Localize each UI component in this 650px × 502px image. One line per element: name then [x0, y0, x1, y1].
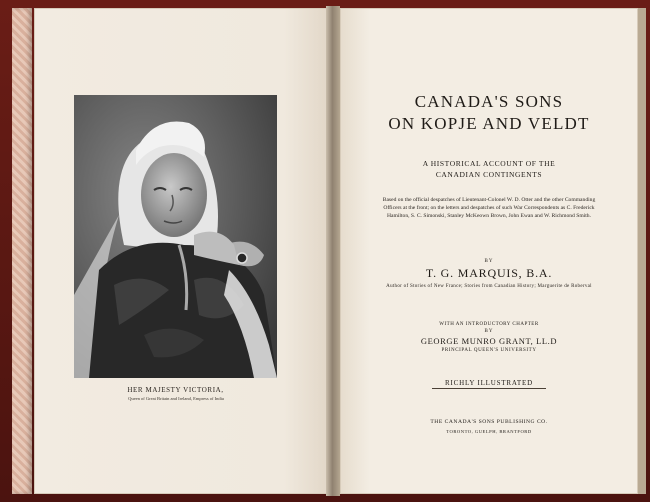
endpaper-left-edge	[12, 8, 32, 494]
book-title-line-1: CANADA'S SONS	[414, 92, 564, 111]
by-label: BY	[484, 259, 494, 264]
intro-chapter-label: WITH AN INTRODUCTORY CHAPTER	[439, 322, 539, 327]
book-title-line-2: ON KOPJE AND VELDT	[388, 114, 590, 133]
illustrated-underline	[432, 388, 546, 389]
intro-author-name: GEORGE MUNRO GRANT, LL.D	[420, 336, 558, 346]
subtitle-line-2: CANADIAN CONTINGENTS	[435, 170, 543, 179]
book-gutter	[326, 6, 340, 496]
sources-description: Based on the official despatches of Lieutenant-Colonel W. D. Otter and the other Commanding Officers at the front; on the letters and despatches of such War Correspondents as C. Frederick Hamilton, S. C. Simonski, Stanley McKeown Brown, John Ewan and W. Richmond Smith.	[382, 197, 596, 219]
subtitle-line-1: A HISTORICAL ACCOUNT OF THE	[422, 159, 556, 168]
portrait-caption-subtitle: Queen of Great Britain and Ireland, Empress of India	[128, 396, 224, 401]
intro-by-label: BY	[484, 329, 494, 334]
publisher-name: THE CANADA'S SONS PUBLISHING CO.	[430, 419, 548, 425]
author-credits: Author of Stories of New France; Stories from Canadian History; Marguerite de Roberval	[386, 284, 592, 289]
portrait-caption-title: HER MAJESTY VICTORIA,	[127, 386, 224, 394]
queen-victoria-portrait	[74, 95, 277, 378]
richly-illustrated-label: RICHLY ILLUSTRATED	[445, 379, 533, 387]
author-name: T. G. MARQUIS, B.A.	[425, 266, 553, 280]
intro-author-title: PRINCIPAL QUEEN'S UNIVERSITY	[441, 348, 537, 353]
publisher-locations: TORONTO, GUELPH, BRANTFORD	[446, 429, 532, 434]
